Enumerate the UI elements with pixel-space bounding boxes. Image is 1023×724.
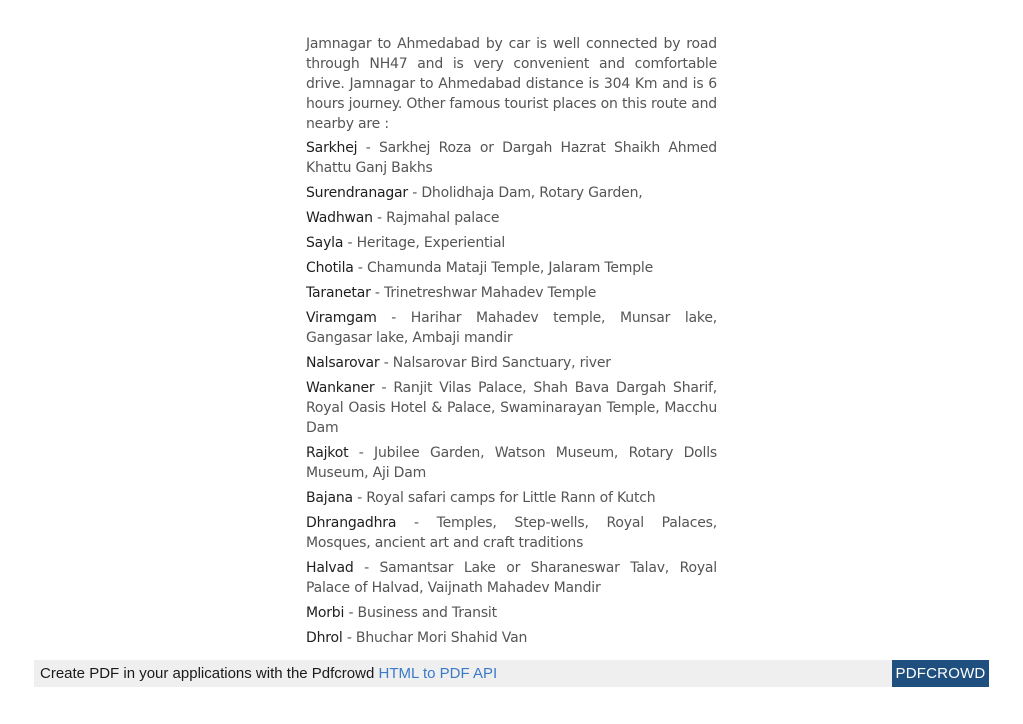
place-name: Viramgam [306, 310, 377, 326]
place-name: Sarkhej [306, 140, 358, 156]
place-description: - Temples, Step-wells, Royal Palaces, Mosques, ancient art and craft traditions [306, 515, 717, 551]
place-item [306, 378, 717, 438]
place-description: - Bhuchar Mori Shahid Van [342, 630, 528, 646]
pdfcrowd-badge-button[interactable]: PDFCROWD [892, 660, 989, 687]
place-description: - Nalsarovar Bird Sanctuary, river [379, 355, 611, 371]
place-description: - Rajmahal palace [372, 210, 500, 226]
html-to-pdf-api-link[interactable]: HTML to PDF API [378, 665, 498, 682]
place-name: Morbi [306, 605, 345, 621]
place-item [306, 258, 717, 278]
place-item [306, 628, 717, 648]
place-item [306, 488, 717, 508]
intro-paragraph: Jamnagar to Ahmedabad by car is well connected by road through NH47 and is very convenient and comfortable drive. Jamnagar to Ahmedabad distance is 304 Km and is 6 hours journey. Other famous tourist places on this route and nearby are : [306, 36, 717, 132]
place-name: Nalsarovar [306, 355, 380, 371]
place-name: Halvad [306, 560, 354, 576]
place-description: - Heritage, Experiential [343, 235, 506, 251]
place-item [306, 443, 717, 483]
place-name: Bajana [306, 490, 353, 506]
place-name: Taranetar [306, 285, 371, 301]
pdfcrowd-footer [34, 660, 989, 687]
footer-text [40, 665, 497, 682]
place-item [306, 208, 717, 228]
place-description: - Jubilee Garden, Watson Museum, Rotary Dolls Museum, Aji Dam [306, 445, 717, 481]
place-description: - Trinetreshwar Mahadev Temple [370, 285, 597, 301]
place-name: Wadhwan [306, 210, 373, 226]
place-item [306, 603, 717, 623]
place-item [306, 353, 717, 373]
place-item [306, 308, 717, 348]
place-item [306, 513, 717, 553]
place-name: Dhrangadhra [306, 515, 397, 531]
place-description: - Chamunda Mataji Temple, Jalaram Temple [353, 260, 654, 276]
place-description: - Royal safari camps for Little Rann of Kutch [352, 490, 656, 506]
place-item [306, 283, 717, 303]
place-description: - Business and Transit [344, 605, 497, 621]
place-description: - Dholidhaja Dam, Rotary Garden, [408, 185, 643, 201]
place-item [306, 558, 717, 598]
place-item [306, 183, 717, 203]
footer-message: Create PDF in your applications with the Pdfcrowd [40, 665, 379, 682]
place-name: Wankaner [306, 380, 375, 396]
place-description: - Ranjit Vilas Palace, Shah Bava Dargah Sharif, Royal Oasis Hotel & Palace, Swaminarayan Temple, Macchu Dam [306, 380, 717, 436]
place-name: Chotila [306, 260, 354, 276]
place-item [306, 233, 717, 253]
place-name: Surendranagar [306, 185, 408, 201]
place-description: - Sarkhej Roza or Dargah Hazrat Shaikh Ahmed Khattu Ganj Bakhs [306, 140, 717, 176]
place-description: - Harihar Mahadev temple, Munsar lake, Gangasar lake, Ambaji mandir [306, 310, 717, 346]
article-content [306, 34, 717, 653]
place-name: Dhrol [306, 630, 343, 646]
place-description: - Samantsar Lake or Sharaneswar Talav, Royal Palace of Halvad, Vaijnath Mahadev Mandir [306, 560, 717, 596]
place-name: Sayla [306, 235, 344, 251]
place-name: Rajkot [306, 445, 349, 461]
place-item [306, 138, 717, 178]
